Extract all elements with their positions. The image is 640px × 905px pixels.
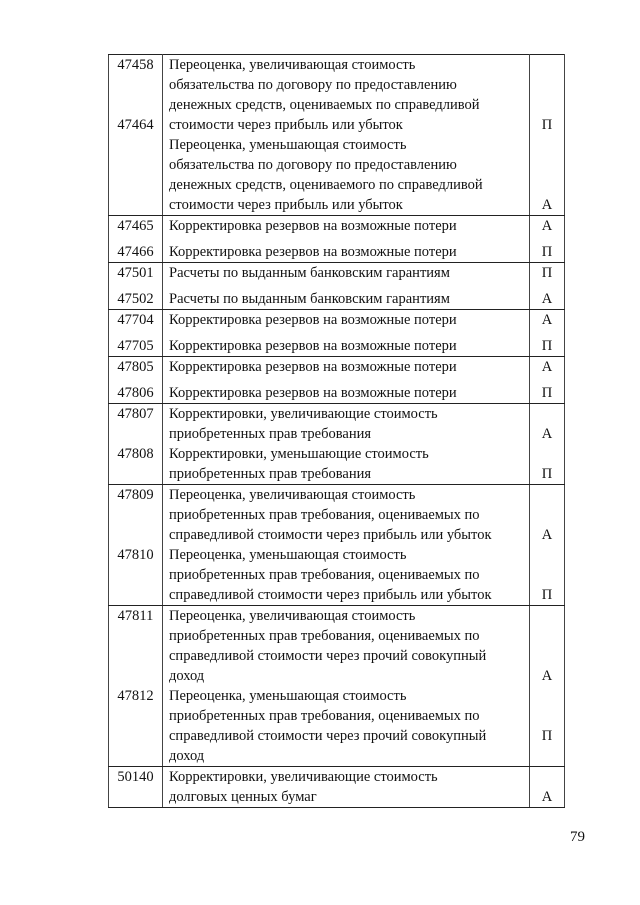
spacer	[109, 75, 162, 115]
spacer	[530, 404, 564, 424]
spacer	[530, 444, 564, 464]
table-row	[109, 357, 565, 404]
account-code-cell	[109, 485, 163, 606]
description-line: приобретенных прав требования, оцениваемых по	[169, 708, 480, 724]
description-line: Переоценка, уменьшающая стоимость	[169, 688, 407, 704]
account-code-cell	[109, 404, 163, 485]
account-code-cell	[109, 263, 163, 310]
account-description-cell	[163, 767, 530, 808]
account-type-cell	[530, 310, 565, 357]
account-code: 47501	[117, 265, 154, 281]
account-type: А	[541, 359, 553, 375]
account-code: 47810	[117, 547, 154, 563]
description-line: Корректировки, увеличивающие стоимость	[169, 406, 438, 422]
account-code: 47464	[117, 117, 154, 133]
table-row	[109, 55, 565, 216]
description-line: Расчеты по выданным банковским гарантиям	[169, 265, 450, 281]
description-line: Корректировка резервов на возможные потери	[169, 338, 457, 354]
account-type-cell	[530, 485, 565, 606]
account-type: П	[541, 728, 553, 744]
account-type-cell	[530, 216, 565, 263]
account-code-cell	[109, 606, 163, 767]
description-line: приобретенных прав требования	[169, 466, 372, 482]
account-description-cell	[163, 55, 530, 216]
account-type: А	[541, 668, 553, 684]
account-description-cell	[163, 606, 530, 767]
description-line: Расчеты по выданным банковским гарантиям	[169, 291, 450, 307]
account-type: П	[541, 244, 553, 260]
account-type-cell	[530, 606, 565, 767]
description-line: приобретенных прав требования, оцениваемых по	[169, 507, 480, 523]
account-description-cell	[163, 216, 530, 263]
account-code: 47808	[117, 446, 154, 462]
account-type: А	[541, 426, 553, 442]
account-description-cell	[163, 310, 530, 357]
table-row	[109, 263, 565, 310]
account-type: П	[541, 265, 553, 281]
account-type: А	[541, 197, 553, 213]
description-line: Корректировка резервов на возможные потери	[169, 244, 457, 260]
account-code: 47705	[117, 338, 154, 354]
account-code: 50140	[117, 769, 154, 785]
accounts-table	[108, 54, 565, 808]
description-line: справедливой стоимости через прочий совокупный	[169, 648, 487, 664]
table-row	[109, 606, 565, 767]
account-description-cell	[163, 357, 530, 404]
spacer	[530, 545, 564, 585]
account-type: А	[541, 312, 553, 328]
account-type: П	[541, 385, 553, 401]
description-line: доход	[169, 748, 205, 764]
account-code: 47812	[117, 688, 154, 704]
description-line: справедливой стоимости через прибыль или убыток	[169, 587, 492, 603]
spacer	[530, 55, 564, 115]
description-line: Корректировка резервов на возможные потери	[169, 385, 457, 401]
description-line: денежных средств, оцениваемых по справедливой	[169, 97, 480, 113]
description-line: справедливой стоимости через прибыль или убыток	[169, 527, 492, 543]
page-number: 79	[570, 829, 585, 845]
description-line: Корректировка резервов на возможные потери	[169, 312, 457, 328]
account-code-cell	[109, 216, 163, 263]
account-code: 47809	[117, 487, 154, 503]
table-row	[109, 216, 565, 263]
table-row	[109, 404, 565, 485]
spacer	[530, 686, 564, 726]
account-type: П	[541, 117, 553, 133]
account-type: А	[541, 218, 553, 234]
description-line: обязательства по договору по предоставлению	[169, 77, 457, 93]
account-type: П	[541, 587, 553, 603]
description-line: Корректировка резервов на возможные потери	[169, 359, 457, 375]
description-line: Корректировки, уменьшающие стоимость	[169, 446, 429, 462]
spacer	[530, 485, 564, 525]
account-code: 47805	[117, 359, 154, 375]
spacer	[109, 505, 162, 545]
account-type-cell	[530, 357, 565, 404]
accounts-table-wrapper	[108, 54, 564, 808]
description-line: Корректировка резервов на возможные потери	[169, 218, 457, 234]
description-line: денежных средств, оцениваемого по справедливой	[169, 177, 483, 193]
account-description-cell	[163, 485, 530, 606]
account-code: 47465	[117, 218, 154, 234]
account-type-cell	[530, 404, 565, 485]
description-line: Переоценка, увеличивающая стоимость	[169, 57, 416, 73]
account-code: 47704	[117, 312, 154, 328]
account-code: 47811	[117, 608, 154, 624]
account-code: 47458	[117, 57, 154, 73]
account-code: 47466	[117, 244, 154, 260]
description-line: стоимости через прибыль или убыток	[169, 197, 403, 213]
description-line: приобретенных прав требования, оцениваемых по	[169, 628, 480, 644]
spacer	[109, 424, 162, 444]
account-type-cell	[530, 55, 565, 216]
spacer	[109, 626, 162, 686]
account-code: 47502	[117, 291, 154, 307]
description-line: доход	[169, 668, 205, 684]
description-line: Корректировки, увеличивающие стоимость	[169, 769, 438, 785]
account-code-cell	[109, 767, 163, 808]
description-line: Переоценка, увеличивающая стоимость	[169, 608, 416, 624]
spacer	[530, 767, 564, 787]
account-code-cell	[109, 310, 163, 357]
account-type-cell	[530, 263, 565, 310]
description-line: справедливой стоимости через прочий совокупный	[169, 728, 487, 744]
table-row	[109, 485, 565, 606]
account-type: П	[541, 338, 553, 354]
account-type: А	[541, 291, 553, 307]
description-line: обязательства по договору по предоставлению	[169, 157, 457, 173]
description-line: Переоценка, увеличивающая стоимость	[169, 487, 416, 503]
spacer	[530, 606, 564, 666]
account-type: А	[541, 527, 553, 543]
spacer	[530, 135, 564, 195]
account-description-cell	[163, 404, 530, 485]
account-code: 47806	[117, 385, 154, 401]
description-line: Переоценка, уменьшающая стоимость	[169, 137, 407, 153]
description-line: приобретенных прав требования, оцениваемых по	[169, 567, 480, 583]
description-line: стоимости через прибыль или убыток	[169, 117, 403, 133]
account-code-cell	[109, 357, 163, 404]
account-type-cell	[530, 767, 565, 808]
description-line: долговых ценных бумаг	[169, 789, 317, 805]
table-row	[109, 310, 565, 357]
table-row	[109, 767, 565, 808]
description-line: Переоценка, уменьшающая стоимость	[169, 547, 407, 563]
account-type: П	[541, 466, 553, 482]
account-description-cell	[163, 263, 530, 310]
description-line: приобретенных прав требования	[169, 426, 372, 442]
account-code-cell	[109, 55, 163, 216]
account-type: А	[541, 789, 553, 805]
account-code: 47807	[117, 406, 154, 422]
